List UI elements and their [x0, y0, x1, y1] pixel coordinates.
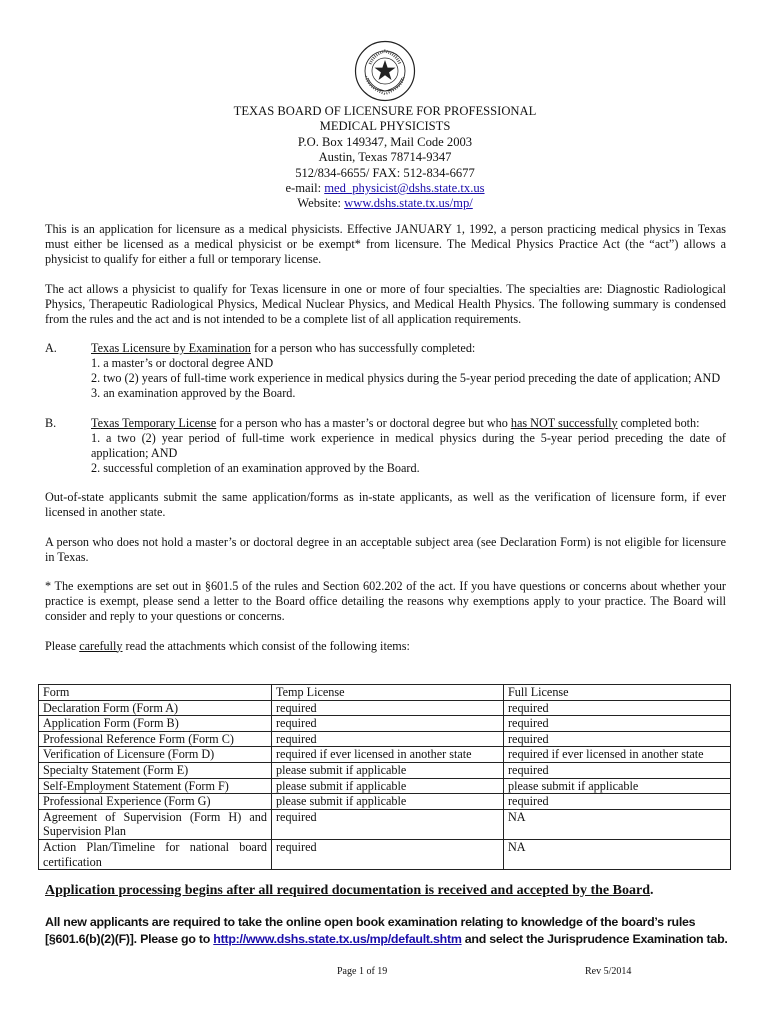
form-cell: Professional Reference Form (Form C) — [39, 731, 272, 747]
jurisprudence-link[interactable]: http://www.dshs.state.tx.us/mp/default.shtm — [213, 932, 462, 946]
out-of-state-paragraph: Out-of-state applicants submit the same application/forms as in-state applicants, as well as the verification of licensure form, if ever licensed in another state. — [45, 490, 726, 519]
full-cell: NA — [504, 809, 731, 839]
section-a-title-rest: for a person who has successfully completed: — [250, 341, 476, 355]
table-header-row — [39, 685, 731, 701]
section-b-emphasis: has NOT successfully — [510, 415, 618, 430]
section-a-title: Texas Licensure by Examination — [91, 341, 251, 355]
online-exam-text-1: All new applicants are required to take the online open book examination relating to knowledge of the board’s rules [§601.6(b)(2)(F)]. Please go to — [45, 915, 696, 946]
degree-eligibility-paragraph: A person who does not hold a master’s or doctoral degree in an acceptable subject area (see Declaration Form) is not eligible for licensure in Texas. — [45, 534, 726, 564]
full-cell: required — [504, 794, 731, 810]
requirements-table — [38, 684, 731, 870]
section-b-title-mid: for a person who has a master’s or doctoral degree but who — [216, 415, 511, 430]
page-number: Page 1 of 19 — [337, 966, 388, 977]
temp-cell: required — [272, 839, 504, 869]
temp-cell: required — [272, 700, 504, 716]
temp-cell: please submit if applicable — [272, 762, 504, 778]
full-cell: required — [504, 731, 731, 747]
header-full-license: Full License — [504, 685, 731, 701]
board-name-line1: TEXAS BOARD OF LICENSURE FOR PROFESSIONAL — [233, 104, 537, 118]
temp-cell: please submit if applicable — [272, 794, 504, 810]
form-cell: Specialty Statement (Form E) — [39, 762, 272, 778]
section-b-content — [91, 416, 726, 476]
section-b — [45, 416, 726, 476]
temp-cell: required if ever licensed in another state — [272, 747, 504, 763]
header-temp-license: Temp License — [272, 685, 504, 701]
section-a-item-2: 2. two (2) years of full-time work experience in medical physics during the 5-year period preceding the date of application; AND — [91, 371, 721, 385]
table-row — [39, 794, 731, 810]
section-a-content — [91, 341, 726, 401]
letterhead — [0, 104, 770, 212]
temp-cell: please submit if applicable — [272, 778, 504, 794]
attachments-intro-pre: Please — [45, 638, 80, 653]
form-cell: Declaration Form (Form A) — [39, 700, 272, 716]
temp-cell: required — [272, 731, 504, 747]
website-label: Website: — [297, 196, 345, 211]
temp-cell: required — [272, 716, 504, 732]
section-b-title: Texas Temporary License — [91, 415, 217, 430]
section-b-item-2: 2. successful completion of an examination approved by the Board. — [91, 460, 420, 475]
state-seal-icon — [354, 40, 416, 102]
processing-notice-text: Application processing begins after all required documentation is received and accepted by the Board — [45, 883, 650, 898]
section-a-item-3: 3. an examination approved by the Board. — [91, 386, 296, 400]
table-row — [39, 778, 731, 794]
board-name-line2: MEDICAL PHYSICISTS — [319, 119, 451, 134]
po-box: P.O. Box 149347, Mail Code 2003 — [297, 134, 473, 149]
section-a-letter: A. — [45, 341, 57, 355]
full-cell: required — [504, 762, 731, 778]
online-exam-notice — [45, 914, 735, 948]
section-a-heading — [91, 341, 726, 356]
processing-notice — [45, 883, 654, 899]
city-state-zip: Austin, Texas 78714-9347 — [318, 150, 452, 165]
email-line — [0, 181, 770, 196]
attachments-intro — [45, 639, 726, 654]
form-cell: Agreement of Supervision (Form H) and Supervision Plan — [39, 809, 272, 839]
full-cell: please submit if applicable — [504, 778, 731, 794]
email-link[interactable]: med_physicist@dshs.state.tx.us — [324, 181, 485, 196]
full-cell: required if ever licensed in another state — [504, 747, 731, 763]
section-b-item-1: 1. a two (2) year period of full-time work experience in medical physics during the 5-year period preceding the date of application; AND — [91, 430, 726, 460]
table-row — [39, 700, 731, 716]
document-body — [45, 222, 726, 668]
form-cell: Action Plan/Timeline for national board certification — [39, 839, 272, 869]
intro-paragraph-1: This is an application for licensure as a medical physicists. Effective JANUARY 1, 1992, a person practicing medical physics in Texas must either be licensed as a medical physicist or be exempt* from licensure. The Medical Physics Practice Act (the “act”) allows a physicist to qualify for either a full or temporary license. — [45, 222, 726, 266]
exemptions-paragraph: * The exemptions are set out in §601.5 of the rules and Section 602.202 of the act. If you have questions or concerns about whether your practice is exempt, please send a letter to the Board office detailing the reasons why exemptions apply to your practice. The Board will consider and reply to your questions or concerns. — [45, 579, 726, 623]
table-row — [39, 839, 731, 869]
form-cell: Professional Experience (Form G) — [39, 794, 272, 810]
form-cell: Application Form (Form B) — [39, 716, 272, 732]
website-line — [0, 196, 770, 211]
table-row — [39, 762, 731, 778]
attachments-intro-emphasis: carefully — [79, 638, 123, 653]
section-b-title-end: completed both: — [617, 415, 700, 430]
section-b-heading — [91, 416, 726, 431]
revision-date: Rev 5/2014 — [585, 966, 632, 977]
section-a — [45, 341, 726, 401]
form-cell: Self-Employment Statement (Form F) — [39, 778, 272, 794]
section-a-item-1: 1. a master’s or doctoral degree AND — [91, 356, 274, 370]
table-row — [39, 716, 731, 732]
processing-notice-period: . — [650, 883, 654, 898]
email-label: e-mail: — [285, 181, 325, 196]
intro-paragraph-2: The act allows a physicist to qualify for Texas licensure in one or more of four specialties. The specialties are: Diagnostic Radiological Physics, Therapeutic Radiological Physics, Medical Nuclear Physics, and Medical Health Physics. The following summary is condensed from the rules and the act and is not intended to be a complete list of all application requirements. — [45, 281, 726, 326]
section-b-letter: B. — [45, 415, 57, 430]
form-cell: Verification of Licensure (Form D) — [39, 747, 272, 763]
attachments-intro-post: read the attachments which consist of the following items: — [122, 638, 410, 653]
website-link[interactable]: www.dshs.state.tx.us/mp/ — [344, 196, 473, 211]
online-exam-text-2: and select the Jurisprudence Examination tab. — [461, 932, 728, 946]
temp-cell: required — [272, 809, 504, 839]
table-row — [39, 731, 731, 747]
table-row — [39, 747, 731, 763]
table-row — [39, 809, 731, 839]
phone-fax: 512/834-6655/ FAX: 512-834-6677 — [295, 165, 475, 180]
full-cell: NA — [504, 839, 731, 869]
full-cell: required — [504, 716, 731, 732]
header-form: Form — [39, 685, 272, 701]
full-cell: required — [504, 700, 731, 716]
